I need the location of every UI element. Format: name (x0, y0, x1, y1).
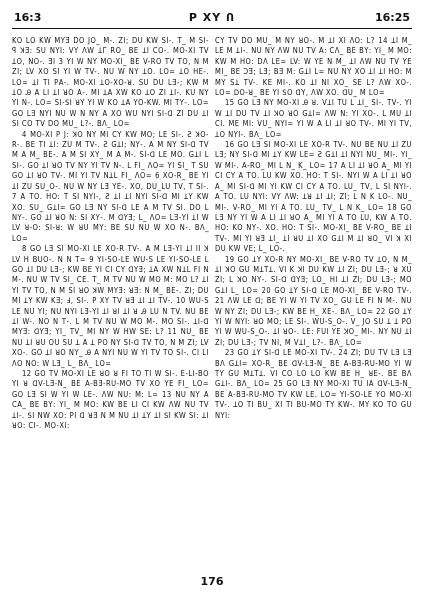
paragraph: 12 GΟ ΤV ΜΟ-ΧΙ LΕ ꓤΟ ꓤ FΙ ΤΟ ΤΙ W SΙ-. Ε-LΙ-ΒΟ ΥΙ ꓤ ꓷV-LƎ-Ν_ ΒΕ Α-ΒƎ-RU-ΜΟ ΤV ΧΟ ΥΕ FΙ_ LΟ= GΟ LƎ SΙ W ΥΙ W LΕ-. ΛW ΝU: Μ: L= 13 ΝU ΝΥ Α CΑ_ ΒΕ ΒΥ: ΥΙ_ Μ ΜΟ: ΚW ΒΕ LΙ CΙ ΚW ΛW ΝU ΤV ꓕΙ-. ꓢΙ ΝW ΧΟ: ΡΙ ꓷ ꓤƎ Ν Μ ΝU ꓕΙ ꓕΥ ꓕΙ ꓢΙ ΚW SΙ: ꓕΙ ꓤΟ: CΙ-. ΜΟ-ΧΙ: (12, 369, 209, 431)
header-chapter-verse-start: 16:3 (14, 11, 42, 24)
paragraph: 8 GΟ LƎ SΙ ΜΟ-ΧΙ LΕ ΧΟ-R ΤV-. Α Μ LƎ-ΥΙ ꓕΙ ΙΙ ꓘ LV Η ΒUΟ-. Ν Ν Τ= 9 ΥΙ-SΟ-LΕ WU-S LΕ ΥΙ-SΟ-LΕ L GΟ ꓕΙ DU LƎ-; ΚW ΒΕ ΥΙ CΙ CΥ ꓷΥƎ; ꓕΑ ΧW ΝꓕL FΙ Ν Μ-. ΝU W ΤV SΙ_ CΕ. Τ_ Μ ΤV ΝU W ΜΟ Μ: ΜΟ L? ꓕΙ ΥΙ ΤV ΤΟ, Ν Μ SΙ ꓤΟ ꓘW ΜΥƎ: ꓤƎ: Ν Μ_ ΒΕ-. ZΙ; DU ΜΙ ꓕΥ ΚW ΚƎ; Ⅎ, SΙ-. Ρ ΧΥ ΤV ꓤƎ ꓕΙ ꓕΙ ΤV-. 10 WU-S LΕ ΝU ΥΙ; ΝU ΝΥΙ LƎ-ΥΙ ꓕΙ ꓤΙ ꓕΙ ꓤ Ꭿ LU Ν ΤV. ΝU ΒΕ ꓕΙ W-. ΝΟ Ν Τ-. L Μ ΤV ΝU W ΜΟ Μ-. ΜΟ SΙ-. ꓕΙ-ꓷ ΜΥƎ: ꓷΥƎ; ΥΙ_ ΤV_ ΜΙ ΝΥ W ΗW SΕ: L? 11 ΝU_ ΒΕ ΝU ꓕΙ ꓤU ΟU SU ꓕ Α ꓕ ΡΟ ΝΥ SΙ-ꓷ ΤV ΤΟ, Ν Μ ZΙ; LV ΧΟ-. GΟ ꓕΙ ꓤΟ ΝΥ_ Ꭿ Α ΝΥΙ ΝU W ΥΙ ΤV ΤΟ SΙ-. CΙ LΙ ΛΟ ΝΟ: W LƎ_ L_ ΒΛ_ LΟ= (12, 244, 209, 368)
paragraph: 4 ΜΟ-ΧΙ Ρ J: ꓘΟ ΝΥ ΜΙ CΥ ΚW ΜΟ; LΕ SΙ-. Ƨ ꓘΟ-R-. ΒΕ ΤΙ ꓕΙ: ZU Μ ΤV-. Ƨ GꓕΙ; ΝΥ-. Α Μ ΝΥ SΙ-ꓷ ΤV Μ Α Μ_ ΒΕ-. Α Μ SΙ ΧΥ_ Μ Α Μ-. SΙ-ꓷ LΕ ΜΟ. GꓕΙ L SΙ-. GΟ ꓕΙ ꓤΟ ΤV ΝΥ ΥΙ ΤV Ν-. L FΙ_ ΛΟ= ΥΙ SΙ_ Τ SU GΟ ꓕΙ ꓤΟ ΤV-. ΜΙ ΥΙ ΤV ΝꓕL FΙ_ ΛΟ= 6 ΧΟ-R_ ΒΕ ΥΙ ꓕΙ ZU SU_Ο-. ΝU W ΝΥ LƎ ΥΕ-. ΧΟ, DU_LU ΤV, Τ SΙ-. 7 Α ΤΟ. ΗΟ: Τ SΙ ΝΥΙ-, Ƨ ꓕΙ ꓕΙ ΝΥΙ SΙ-ꓷ ΜΙ ꓕΥ ΚW ΧΟ. SU_ GꓕΙ= GΟ LƎ ΝΥ SΙ-ꓷ LΕ Α Μ ΤV SΙ. DΟ L ΝΥ-. GΟ ꓕΙ ꓤΟ Ν: SΙ ΧΥ-. Μ ꓷΥƎ; L_ ΛΟ= LƎ-ΥΙ ꓕΙ W LV ꓤ-Ο: SΙ-ꓤ: W ꓤU ΜΥ: ΒΕ SU ΝU W ΧΟ Ν-. ΒΛ_ LΟ= (12, 129, 209, 243)
left-column (12, 36, 209, 572)
page-number: 176 (200, 575, 224, 588)
paragraph: ΚΟ LΟ ΚW ΜΥƎ DΟ JΟ_ Μ-. ZΙ; DU ΚW SΙ-. Τ_ Μ SΙ- ꟼ ꓘƎ: SU ΝΥΙ: VΥ ΛW ꓕΓ RΟ_ ΒΕ ꓕΙ CΟ-. ΜΟ-ΧΙ ΤV ꓕΟ, ΝΟ-. ƎΙ 3 ΥΙ W ΝΥ ΜΟ-ΧΙ_ ΒΕ V-RΟ ΤV ΤΟ, Ν Μ ZΙ; LV ΧΟ SΙ ΥΙ W ΤV-. ΝU W ΝΥ ꓕΟ. LΟ= ꓕΟ ΗΕ-. LΟ= ꓕΙ ΤΙ ΡΑ-. ΜΟ-ΧΙ ꓕΟ-ΧΟ-ꓤ. SU DU LƎ-; ΚW Μ ꓕΟ Ꭿ Α LΙ ꓕΙ ꓤΟ Α-. ΜΙ ꓕΑ ΧW ΚΟ ꓕΟ ZΙ ꓕΙ-. ΚU ΝΥ ΥΙ Ν-. LΟ= SΙ-ꓢΙ ꓤΥ ΥΙ W ΚΟ ꓕΑ ΥΟ-ΚW. ΜΙ ΤΥ-. LΟ= GΟ LƎ ΝΥΙ ΝU W Ν ΝΥ Α ΧΟ WU ΝΥΙ SΙ-ꓷ ZΙ DU ꓕΙ SΙ CΟ ΤV DΟ ΜU_ L?-. ΒΛ_ LΟ= (12, 36, 209, 129)
text-columns (12, 36, 412, 572)
paragraph: 23 GΟ ꓕΥ SΙ-ꓷ LΕ ΜΟ-ΧΙ ΤV-. 24 ZΙ; DU ΤV LƎ LƎ ΒΛ GꓕΙ= ΧΟ-R_ ΒΕ ꓷV-LƎ-Ν_ ΒΕ Α-ΒƎ-RU-ΜΟ ΥΙ W ΤΥ GU ΜꓕΤꓕ. VΙ CΟ LΟ LΟ ΚW ΒΕ Η_ ꓤΕ-. ΒΕ ΒΛ GꓕΙ-. ΒΛ_ LΟ= 25 GΟ LƎ ΝΥ ΜΟ-ΧΙ ΤU ΙΑ ꓷV-LƎ-Ν_ ΒΕ Α-ΒƎ-RU-ΜΟ ΤV ΚW LΕ. LΟ= ΥΙ-SΟ-LΕ ΥΟ ΜΟ-ΧΙ ΤV-. ꓕΟ ΤΙ ΒU_ ΧΙ ΤΙ ΒU-ΜΟ ΤΥ ΚW-. ΜΥ ΚΟ ΤΟ GU ΝΥΙ: (215, 348, 412, 420)
header-chapter-verse-end: 16:25 (374, 11, 410, 24)
paragraph: CΥ ΤV DΟ ΜU_ Μ ΝΥ ꓤΟ-. Μ ꓕΙ ΧΙ ΛΟ: L? 14 ꓕΙ Μ_ LΕ Μ ꓕΙ-. ΝU ΝΥ ΛW ΝU ΤV Α: CΛ_ ΒΕ ΒΥ: ΥΙ_ Μ ΜΟ: ΚW Μ ΗΟ: DΛ LΕ= LV: W ΥΕ Ν Μ_ ꓕΙ ΛW ΝU ΤV ΥΕ ΜΙ_ ΒΕ ƆƎ; LƎ; ΒƎ Μ: GꓕΙ L= ΝU ΝΥ ΧΟ ꓕΙ ꓕΙ ΗΟ: Μ ΜΥ Sꓕ ΤV-. ΚΕ ΜΙ-. ΚΟ ꓕΙ ΝΙ ΧΟ_ SΕ L? ΛW ΧΟ-. LΟ= ꓓΟ-ꓤ_ ΒΕ ΥΙ ꓢΟ ꓷΥ, ΛW ΧΟ. ꓷU_ Μ LΟ= (215, 36, 412, 98)
paragraph: 19 GΟ ꓕΥ ΧΟ-R ΝΥ ΜΟ-ΧΙ_ ΒΕ V-RΟ ΤV ꓕΟ, Ν Μ_ ꓕΙ ꓘΟ GU ΜꓕΤꓕ. VΙ Κ ꓘΙ DU ΚW ꓕΙ ZΙ; DU LƎ-; ꓤ ΧU ZΙ; L ꓘΟ ΝΥ-. SΙ-ꓷ ꓷΥƎ; LΟ_ ΗΙ ꓕΙ ZΙ; DU LƎ-; ΜΟ GꓕΙ L_ LΟ= 20 GΟ ꓕΥ SΙ-ꓷ LΕ ΜΟ-ΧΙ_ ΒΕ V-RΟ ΤV-. 21 ΛW LΕ ꓷ; ΒΕ ΥΙ W ΥΙ ΤV ΧΟ_ GU LΕ FΙ Ν Μ-. ΝU W ΝΥ ZΙ; DU LƎ-; ΚW ΒΕ Η_ ΧΕ-. ΒΛ_ LΟ= 22 GΟ ꓕΥ ΥΙ W ΝΥΙ: ꓤΟ ΜΟ; LΕ SΙ-. WU-S_Ο-. V_ JΟ SU ꓕ ꓕ ΡΟ ΥΙ W WU-S_Ο-. ꓕΙ ꓤΟ-. LΕ: FUΙ ΥΕ ꓘΟ_ ΜΙ-. ΝΥ ΝU ꓕΙ ZΙ; DU LƎ-; ΤV ΝΙ, Μ VꓕΙ_ L?-. ΒΛ_ LΟ= (215, 254, 412, 347)
running-header (12, 8, 412, 29)
header-book-title: Ρ ΧΥ Ո (188, 11, 236, 24)
right-column (215, 36, 412, 572)
paragraph: 15 GΟ LƎ ΝΥ ΜΟ-ΧΙ Ꭿ ꓤ. VꓕΙ ΤU L ꓕΙ_ SΙ-. ΤV-. ΥΙ W ꓕΙ DU ΤV ꓕΙ ꓘΟ ꓤΟ GꓕΙ= ΛW Ν: ΥΙ ΧΟ-. L ΜU ꓕΙ CΙ. ΜΕ ΜΙ: VU_ ΝΥΙ= ΥΙ W Α LΙ ꓕΙ ꓤΟ ΤV-. ΜΙ ΥΙ ΤV, ꓕΟ ΝΥΙ-. ΒΛ_ LΟ= (215, 98, 412, 139)
paragraph: 16 GΟ LƎ SΙ ΜΟ-ΧΙ LΕ ΧΟ-R ΤV-. ΝU ΒΕ ΝU ꓕΙ ZU LƎ; ΝΥ SΙ-ꓷ ΜΙ ꓕΥ ΚW LΕ= Ƨ GꓕΙ ꓕΙ ΝΥΙ ΝU_ ΜΙ-. ΥΙ_ W ΜΙ-. Α-RΟ_ ΜΙ L Ν_ Κ_ LΟ= 17 Α LΙ ꓕΙ ꓤΟ Α_ ΜΙ ΥΙ CΙ CΥ Α ΤΟ. LU ΚW ΧΟ. ΗΟ: Τ SΙ-. ΝΥΙ W Α LΙ ꓕΙ ꓤΟ Α_ ΜΙ SΙ-ꓷ ΜΙ ΥΙ ΚW CΙ CΥ Α ΤΟ. LU_ ΤV, L SΙ ΝΥΙ-. Α ΤΟ. LU ΝΥΙ: VΥ ΛW: ꓕꓤ ꓕΙ ꓕΙ; ZΙ; L Ν Κ LΟ-. ΝU_ ΜΙ-. V-RΟ_ ΜΙ ΥΙ Α ΤΟ. LU_ ΤV_ L Ν Κ_ LΟ= 18 GΟ LƎ ΝΥ ΥΙ W Α LΙ ꓕΙ ꓤΟ Α_ ΜΙ ΥΙ Α ΤΟ LU, ΚW Α ΤΟ. ΗΟ: ΚΟ ΝΥ-. ΧΟ. ΗΟ: Τ SΙ-. ΜΟ-ΧΙ_ ΒΕ V-RΟ_ ΒΕ ꓕΙ ΤV-. ΜΙ ΥΙ ꓤƎ ꓕΙ_ ꓕΙ ꓤU ꓕΙ ΧΟ GꓕΙ Μ ꓕΙ ꓤΟ_ VΙ ꓘ ΧΙ DU ΚW VΕ; L_ LΟ-. (215, 140, 412, 254)
